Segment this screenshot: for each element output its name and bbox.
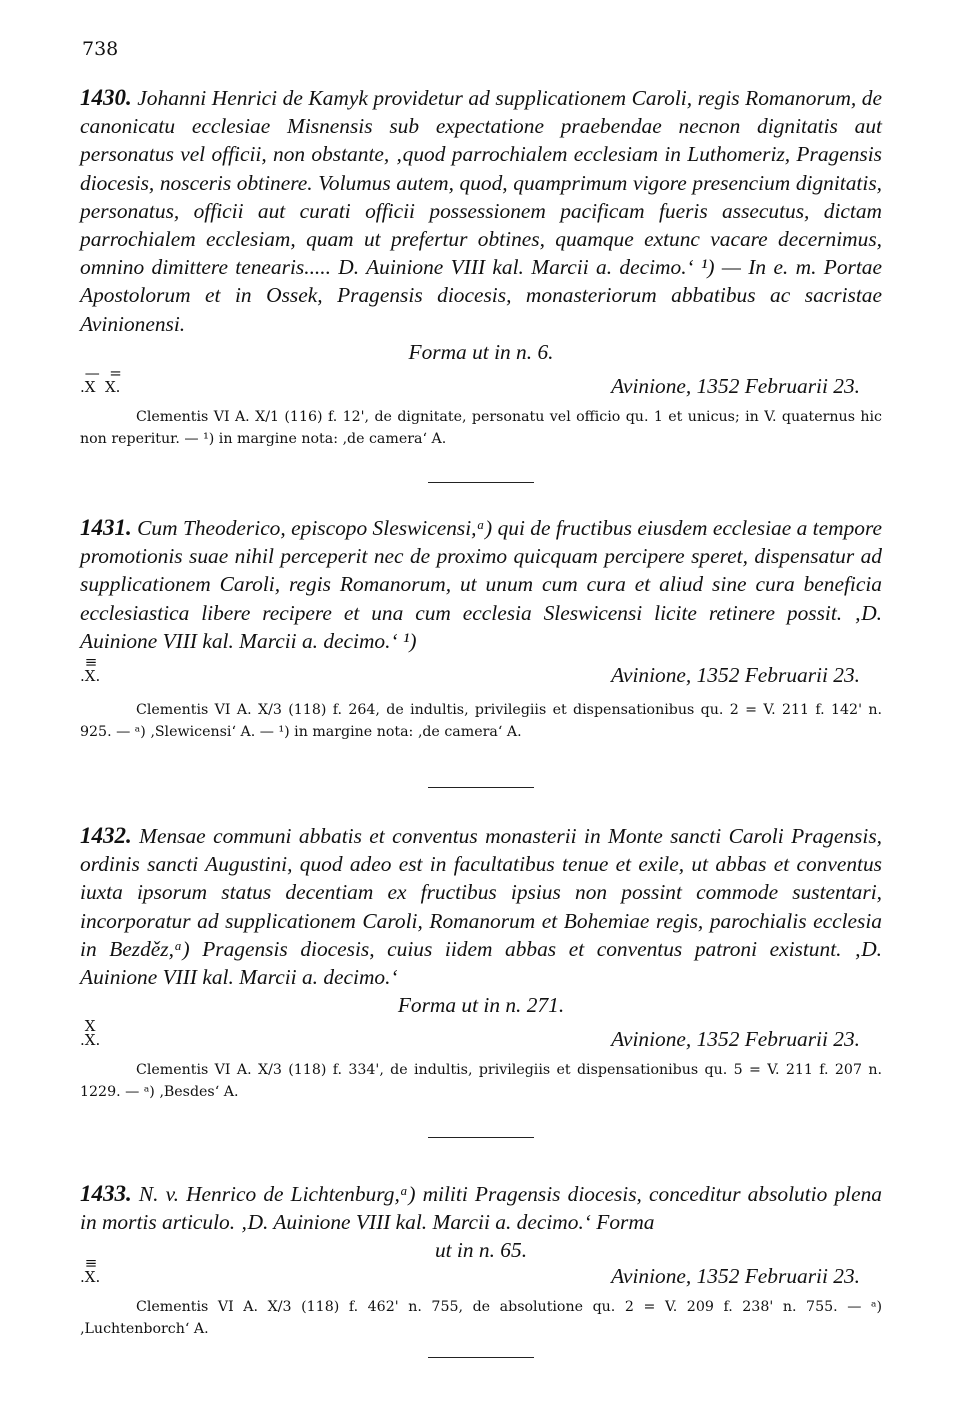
footnote: Clementis VI A. X/3 (118) f. 264, de indultis, privilegiis et dispensationibus qu. 2 = V. 211 f. 142' n. 925. — ᵃ) ‚Slewicensi‘ A. — ¹) in margine nota: ‚de camera‘ A. — [80, 702, 882, 741]
entry-number: 1431. — [80, 515, 132, 540]
signature-row — [80, 363, 882, 406]
footnote: Clementis VI A. X/3 (118) f. 334', de indultis, privilegiis et dispensationibus qu. 5 = V. 211 f. 207 n. 1229. — ᵃ) ‚Besdes‘ A. — [80, 1062, 882, 1101]
separator-rule — [428, 787, 534, 788]
entry-1433 — [80, 1180, 882, 1340]
entry-body: Cum Theoderico, episcopo Sleswicensi,ᵃ) qui de fructibus eiusdem ecclesiae a tempore promotionis suae nihil perceperit nec de proximo quicquam percipere speret, dispensatur ad supplicationem Caroli, regis Romanorum, ut unum cum cura et aliud sine cura beneficia ecclesiastica libere recipere et una cum ecclesia Sleswicensi licite retinere possit. ‚D. Auinione VIII kal. Marcii a. decimo.‘ ¹) — [80, 516, 882, 653]
date-line: Avinione, 1352 Februarii 23. — [611, 663, 860, 688]
registry-sigla: ≡ .X. — [80, 653, 101, 686]
entry-number: 1433. — [80, 1181, 132, 1206]
registry-sigla: X .X. — [80, 1017, 101, 1050]
entry-1431 — [80, 514, 882, 743]
date-line: Avinione, 1352 Februarii 23. — [611, 1027, 860, 1052]
signature-row — [80, 1019, 882, 1059]
date-line: Avinione, 1352 Februarii 23. — [611, 1264, 860, 1289]
signature-row — [80, 1256, 882, 1296]
forma-reference: Forma ut in n. 6. — [408, 339, 554, 364]
entry-number: 1430. — [80, 85, 132, 110]
separator-rule — [428, 1357, 534, 1358]
footnote: Clementis VI A. X/1 (116) f. 12', de dignitate, personatu vel officio qu. 1 et unicus; in V. quaternus hic non reperitur. — ¹) in margine nota: ‚de camera‘ A. — [80, 408, 882, 447]
entry-text — [80, 1180, 882, 1236]
entry-text — [80, 822, 882, 991]
entry-text — [80, 84, 882, 338]
signature-row — [80, 655, 882, 699]
entry-text — [80, 514, 882, 655]
forma-reference: Forma ut in n. 271. — [397, 993, 565, 1018]
registry-sigla: ≡ .X. — [80, 1254, 101, 1287]
separator-rule — [428, 482, 534, 483]
entry-body: Johanni Henrici de Kamyk providetur ad supplicationem Caroli, regis Romanorum, de canonicatu ecclesiae Misnensis sub expectatione praebendae necnon dignitatis aut personatus vel officii, non obstante, ‚quod parrochialem ecclesiam in Luthomeriz, Pragensis diocesis, nosceris obtinere. Volumus autem, quod, quamprimum vigore presencium dignitatis, personatus, officii aut curati officii possessionem pacificam fueris assecutus, dictam parrochialem ecclesiam, quam ut prefertur obtines, quamque extunc vacare decernimus, omnino dimittere tenearis..... D. Auinione VIII kal. Marcii a. decimo.‘ ¹) — In e. m. Portae Apostolorum et in Ossek, Pragensis diocesis, monasteriorum abbatibus ac sacristae Avinionensi. — [80, 86, 882, 336]
entry-body: Mensae communi abbatis et conventus monasterii in Monte sancti Caroli Pragensis, ordinis sancti Augustini, quod adeo est in facultatibus tenue et exile, ut abbas et conventus iuxta ipsorum status decentiam ex fructibus ipsius non possint commode sustentari, incorporatur ad supplicationem Caroli, Romanorum et Bohemiae regis, parochialis ecclesia in Bezděz,ᵃ) Pragensis diocesis, cuius iidem abbas et conventus patroni existunt. ‚D. Auinione VIII kal. Marcii a. decimo.‘ — [80, 824, 882, 990]
separator-rule — [428, 1137, 534, 1138]
entry-1432 — [80, 822, 882, 1103]
entry-1430 — [80, 84, 882, 450]
footnote: Clementis VI A. X/3 (118) f. 462' n. 755, de absolutione qu. 2 = V. 209 f. 238' n. 755. — ᵃ) ‚Luchtenborch‘ A. — [80, 1299, 882, 1338]
date-line: Avinione, 1352 Februarii 23. — [611, 373, 860, 398]
page-number: 738 — [82, 38, 119, 60]
registry-sigla: — = .X X. — [80, 363, 122, 396]
entry-number: 1432. — [80, 823, 132, 848]
entry-body: N. v. Henrico de Lichtenburg,ᵃ) militi Pragensis diocesis, conceditur absolutio plena in mortis articulo. ‚D. Auinione VIII kal. Marcii a. decimo.‘ Forma — [80, 1182, 882, 1235]
forma-reference: ut in n. 65. — [434, 1238, 528, 1263]
